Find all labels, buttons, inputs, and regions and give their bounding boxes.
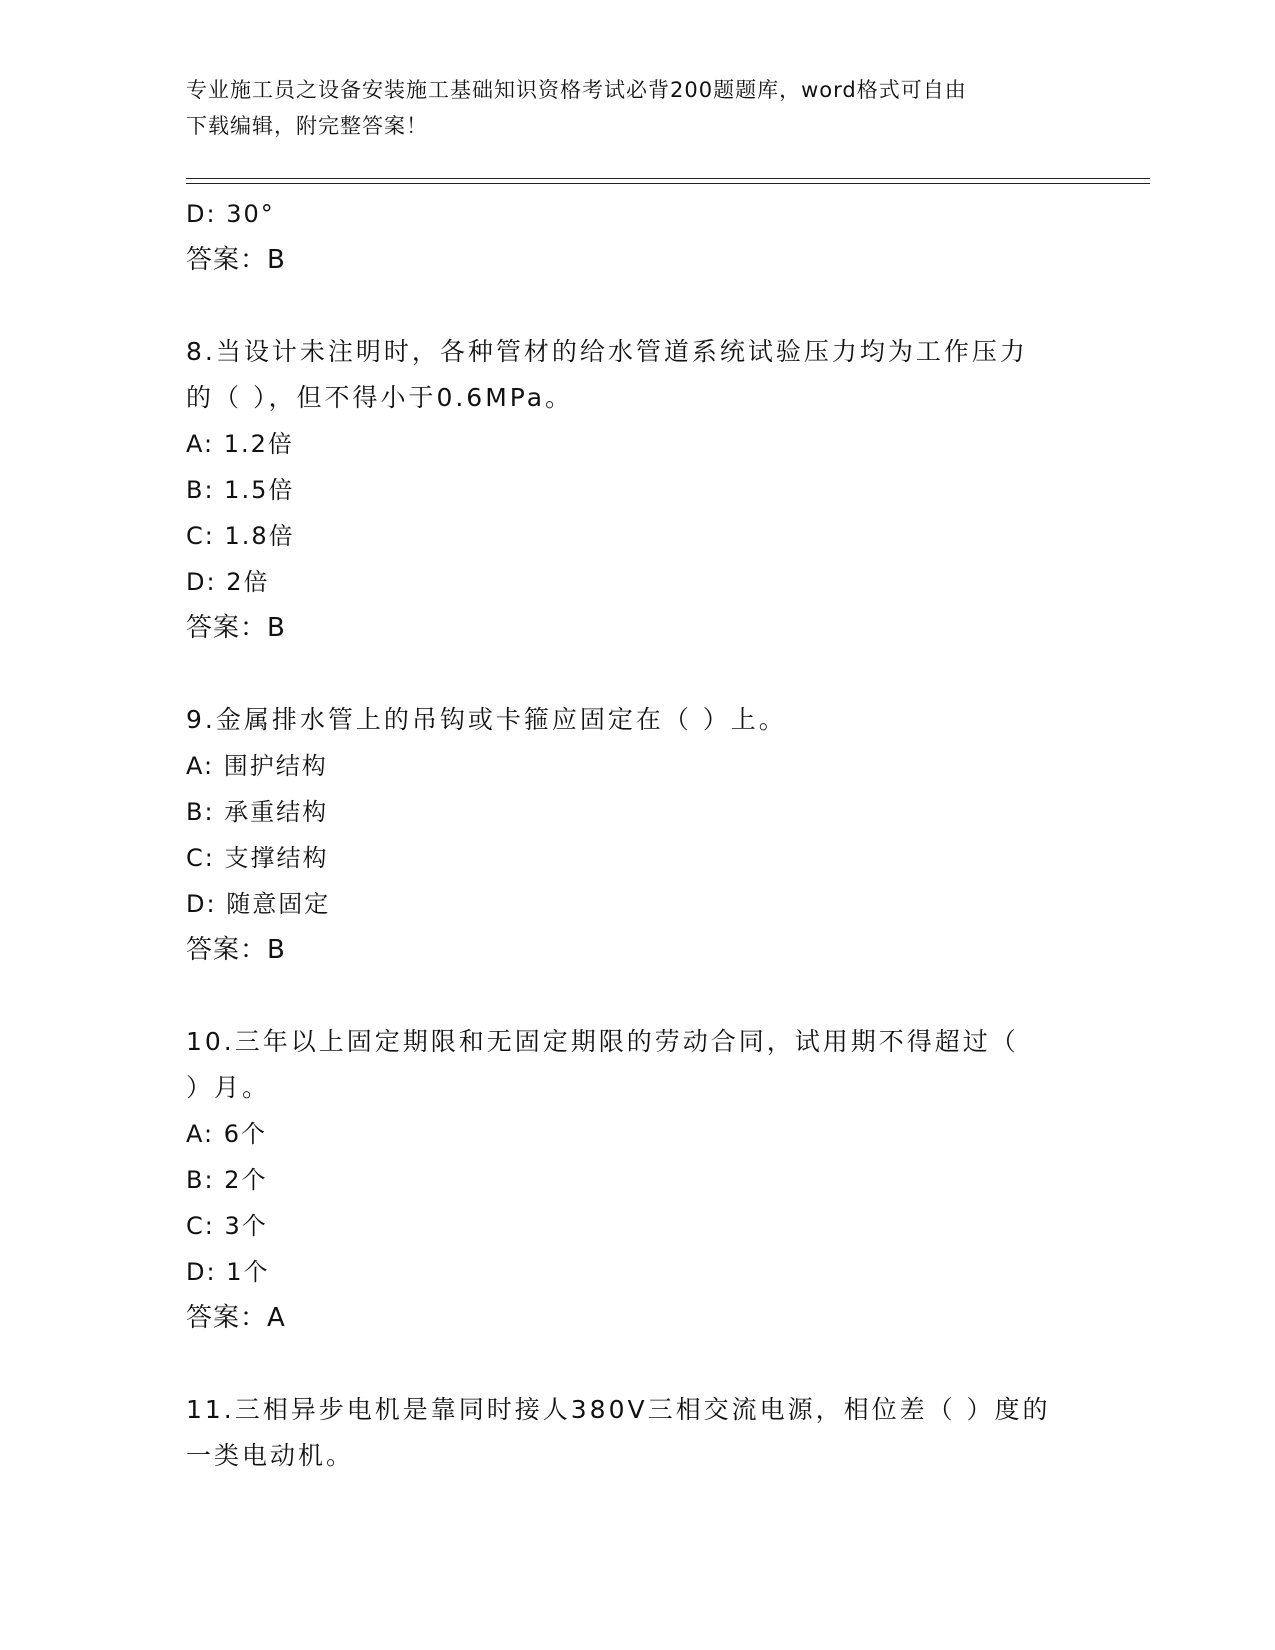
question-8 [186,329,1086,651]
question-8-option-b: B: 1.5倍 [186,476,295,504]
question-8-option-c: C: 1.8倍 [186,522,295,550]
spacer [186,651,1086,697]
question-8-stem-line-1: 8.当设计未注明时，各种管材的给水管道系统试验压力均为工作压力 [186,337,1028,366]
question-10-option-c: C: 3个 [186,1212,268,1240]
question-9-answer: 答案：B [186,935,286,965]
question-11-stem-line-2: 一类电动机。 [186,1441,355,1470]
question-8-stem-line-2: 的（ ），但不得小于0.6MPa。 [186,383,574,412]
question-7-answer: 答案：B [186,245,286,275]
question-10-stem-line-1: 10.三年以上固定期限和无固定期限的劳动合同，试用期不得超过（ [186,1027,1019,1056]
question-9-option-c: C: 支撑结构 [186,844,329,872]
question-9-option-d: D: 随意固定 [186,890,331,918]
question-11-stem-line-1: 11.三相异步电机是靠同时接人380V三相交流电源，相位差（ ）度的 [186,1395,1051,1424]
spacer [186,973,1086,1019]
question-10-option-d: D: 1个 [186,1258,270,1286]
question-8-option-a: A: 1.2倍 [186,430,294,458]
question-8-answer: 答案：B [186,613,286,643]
spacer [186,1341,1086,1387]
header-divider-bottom [186,183,1150,184]
question-10 [186,1019,1086,1341]
spacer [186,283,1086,329]
document-header [186,72,1086,144]
header-title-line-2: 下载编辑，附完整答案！ [186,114,428,138]
question-10-answer: 答案：A [186,1303,286,1333]
question-9-option-a: A: 围护结构 [186,752,328,780]
question-9-option-b: B: 承重结构 [186,798,329,826]
question-10-option-b: B: 2个 [186,1166,268,1194]
question-10-option-a: A: 6个 [186,1120,267,1148]
question-8-option-d: D: 2倍 [186,568,270,596]
question-9-stem-line-1: 9.金属排水管上的吊钩或卡箍应固定在（ ）上。 [186,705,787,734]
question-7-option-d: D: 30° [186,200,275,228]
question-list [186,191,1086,1479]
question-10-stem-line-2: ）月。 [186,1073,271,1102]
question-9 [186,697,1086,973]
header-title-line-1: 专业施工员之设备安装施工基础知识资格考试必背200题题库，word格式可自由 [186,78,967,102]
header-divider-top [186,178,1150,179]
question-11 [186,1387,1086,1479]
